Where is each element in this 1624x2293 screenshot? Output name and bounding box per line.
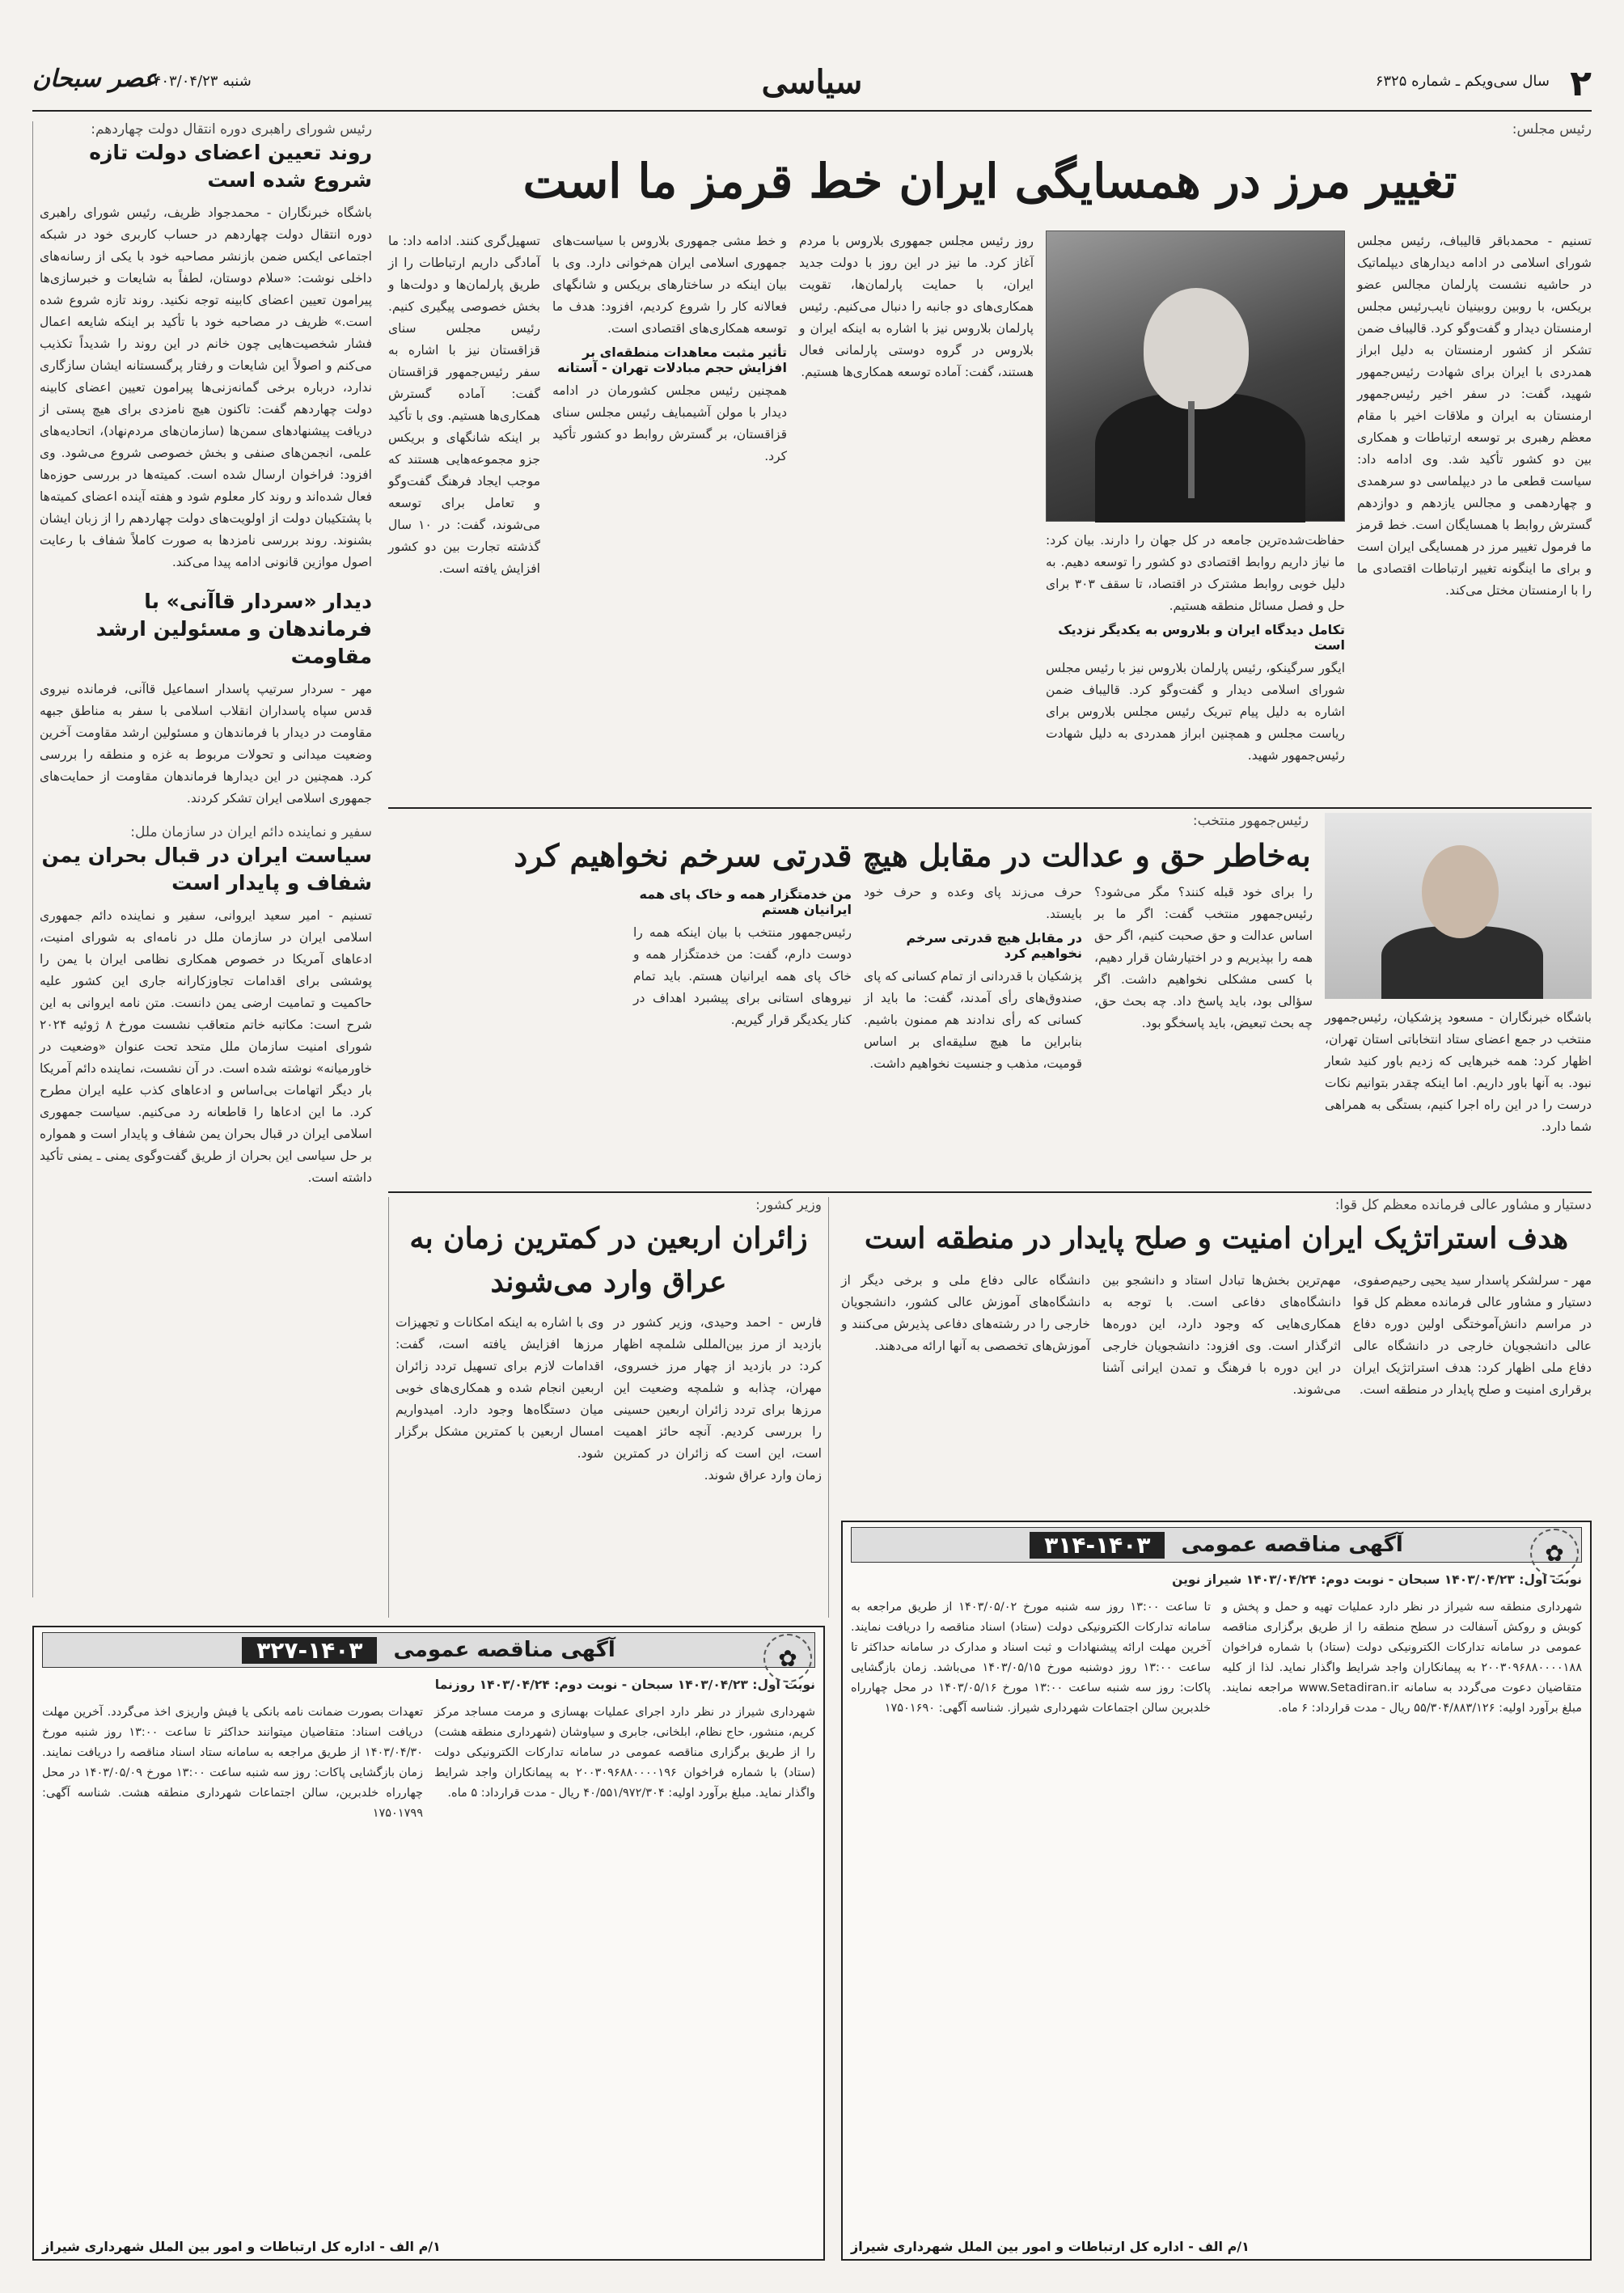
story-headline: زائران اربعین در کمترین زمان به عراق وارد می‌شوند xyxy=(409,1221,808,1299)
brief-text: مهر - سردار سرتیپ پاسدار اسماعیل قاآنی، فرمانده نیروی قدس سپاه پاسداران انقلاب اسلامی با سفر به مناطق جبهه مقاومت در دیدار با فرماندهان و مسئولین ارشد مقاومت آخرین وضعیت میدانی و تحولات مربوط به غزه و منطقه را بررسی کرد. همچنین در این دیدارها فرماندهان مقاومت از حمایت‌های جمهوری اسلامی ایران تشکر کردند. xyxy=(40,682,372,806)
brief-title: دیدار «سردار قاآنی» با فرماندهان و مسئولین ارشد مقاومت xyxy=(95,590,372,668)
story-kicker: رئیس‌جمهور منتخب: xyxy=(1192,813,1309,829)
brief-kicker: رئیس شورای راهبری دوره انتقال دولت چهاردهم: xyxy=(91,121,372,137)
ad-title: آگهی مناقصه عمومی xyxy=(1181,1533,1403,1557)
municipality-logo-icon: ✿ xyxy=(763,1634,812,1682)
brief-title: سیاست ایران در قبال بحران یمن شفاف و پایدار است xyxy=(41,844,372,895)
ad-number: ۳۱۴-۱۴۰۳ xyxy=(1030,1532,1165,1559)
story-headline: به‌خاطر حق و عدالت در مقابل هیچ قدرتی سرخم نخواهیم کرد xyxy=(514,837,1311,874)
brief-text: تسنیم - امیر سعید ایروانی، سفیر و نماینده دائم جمهوری اسلامی ایران در سازمان ملل در نامه‌ای به شورای امنیت، ادعاهای آمریکا در خصوص همکاری نظامی ایران با یمن را پوششی برای اقدامات تجاوزکارانه جاری این کشور علیه حاکمیت و تمامیت ارضی یمن دانست. متن نامه ایروانی به این شرح است: مکاتبه خاتم متعاقب نشست مورخ ۸ ژوئیه ۲۰۲۴ شورای امنیت سازمان ملل متحد تحت عنوان «وضعیت در خاورمیانه» نوشته شده است. در آن نشست، نماینده دائم آمریکا بار دیگر اتهامات بی‌اساس و ادعاهای کذب علیه ایران مطرح کرد. ما این ادعاها را قاطعانه رد می‌کنیم. سیاست جمهوری اسلامی ایران در قبال بحران یمن شفاف و پایدار است و همواره بر حل سیاسی این بحران از طریق گفت‌وگوی یمنی ـ یمنی تأکید داشته است. xyxy=(40,908,372,1185)
brief-kicker: سفیر و نماینده دائم ایران در سازمان ملل: xyxy=(130,824,372,840)
story-column: تسهیل‌گری کنند. ادامه داد: ما آمادگی داریم ارتباطات را از طریق پارلمان‌ها و دولت‌ها و بخش خصوصی پیگیری کنیم. رئیس مجلس سنای قزاقستان نیز با اشاره به سفر رئیس‌جمهور قزاقستان گفت: آماده گسترش همکاری‌ها هستیم. وی با تأکید بر اینکه شانگهای و بریکس جزو مجموعه‌هایی هستند که موجب ایجاد فرهنگ گفت‌وگو و تعامل برای توسعه می‌شوند، گفت: در ۱۰ سال گذشته تجارت بین دو کشور افزایش یافته است. xyxy=(388,234,540,576)
ad-title: آگهی مناقصه عمومی xyxy=(393,1638,615,1662)
tender-ad-327 xyxy=(32,1626,825,2261)
story-column-block xyxy=(633,882,852,1031)
story-column: روز رئیس مجلس جمهوری بلاروس با مردم آغاز کرد. ما نیز در این روز با دولت جدید ایران، با حمایت پارلمان‌ها، تقویت همکاری‌های دو جانبه را دنبال می‌کنیم. رئیس پارلمان بلاروس نیز با اشاره به اینکه ایران و بلاروس در گروه دوستی پارلمانی فعال هستند، گفت: آماده توسعه همکاری‌ها هستیم. xyxy=(799,234,1034,379)
story-column: حفاظت‌شده‌ترین جامعه در کل جهان را دارند. بیان کرد: ما نیاز داریم روابط اقتصادی دو کشور را توسعه دهیم. به دلیل خوبی روابط مشترک در اقتصاد، تا سقف ۳۰۳ برای حل و فصل مسائل منطقه هستیم. xyxy=(1046,533,1345,613)
ad-column: تا ساعت ۱۳:۰۰ روز سه شنبه مورخ ۱۴۰۳/۰۵/۰۲ از طریق مراجعه به سامانه تدارکات الکترونیکی دولت (ستاد) اسناد مناقصه را دریافت نمایند. آخرین مهلت ارائه پیشنهادات و ثبت اسناد و مدارک در سامانه حداکثر تا ساعت ۱۳:۰۰ روز دوشنبه مورخ ۱۴۰۳/۰۵/۱۵ می‌باشد. زمان بازگشایی پاکات: روز سه شنبه ساعت ۱۳:۰۰ مورخ ۱۴۰۳/۰۵/۱۶ در محل چهارراه خلدبرین سالن اجتماعات شهرداری شیراز. شناسه آگهی: ۱۷۵۰۱۶۹۰ xyxy=(851,1601,1212,1715)
top-story xyxy=(388,121,1592,809)
story-column: رئیس‌جمهور منتخب با بیان اینکه همه را دوست دارم، گفت: من خدمتگزار همه و خاک پای همه ایرانیان هستم. باید تمام نیروهای استانی برای پیشبرد اهداف در کنار یکدیگر قرار گیریم. xyxy=(633,925,852,1027)
president-elect-story xyxy=(388,813,1592,1193)
strategy-story xyxy=(841,1197,1592,1512)
newspaper-logo: عصر سبحان xyxy=(32,65,159,93)
story-column: پزشکیان با قدردانی از تمام کسانی که پای صندوق‌های رأی آمدند، گفت: ما باید از کسانی که رأی ندادند هم ممنون باشیم. بنابراین ما هیچ سلیقه‌ای بر اساس قومیت، مذهب و جنسیت نخواهیم داشت. xyxy=(864,969,1082,1071)
story-column: تسنیم - محمدباقر قالیباف، رئیس مجلس شورای اسلامی در ادامه دیدارهای دیپلماتیک در حاشیه نشست پارلمان مجالس عضو بریکس، با روبین روبینیان نایب‌رئیس مجلس ارمنستان دیدار و گفت‌وگو کرد. قالیباف ضمن تشکر از کشور ارمنستان به دلیل ابراز همدردی با ایران برای شهادت رئیس‌جمهور شهید، گفت: در سفر اخیر رئیس‌جمهور ارمنستان به ایران و ملاقات اخیر با مقام معظم رهبری بر توسعه ارتباطات و همکاری بین دو کشور تأکید شد. وی ادامه داد: سیاست قطعی ما در دیپلماسی دو سرهمدی و چهاردهمی و مجالس یازدهم و دوازدهم گسترش روابط با همسایگان است. خط قرمز ما فرمول تغییر مرز در همسایگی ایران است و برای ما اینگونه تغییر ارتباطات اقتصادی ما را با ارمنستان مختل می‌کند. xyxy=(1357,234,1592,598)
story-column: وی با اشاره به اینکه امکانات و تجهیزات مرزها افزایش یافته است، گفت: اقدامات لازم برای تسهیل تردد زائران اربعین انجام شده و همکاری‌های خوبی میان دستگاه‌ها وجود دارد. امیدواریم امسال اربعین با کمترین مشکل برگزار شود. xyxy=(395,1315,604,1461)
story-column: حرف می‌زند پای وعده و حرف خود بایستد. xyxy=(864,885,1082,921)
ad-column: شهرداری شیراز در نظر دارد اجرای عملیات بهسازی و مرمت مساجد مرکز کریم، منشور، حاج نظام، ابلخانی، جابری و سیاوشان (شهرداری منطقه هشت) را از طریق برگزاری مناقصه عمومی در سامانه تدارکات الکترونیکی دولت (ستاد) با شماره فراخوان ۲۰۰۳۰۹۶۸۸۰۰۰۰۱۹۶ به پیمانکاران واجد شرایط واگذار نماید. مبلغ برآورد اولیه: ۴۰/۵۵۱/۹۷۲/۳۰۴ ریال - مدت قرارداد: ۵ ماه. xyxy=(434,1706,816,1800)
story-subhead: تکامل دیدگاه ایران و بلاروس به یکدیگر نزدیک است xyxy=(1058,622,1345,653)
ad-number: ۳۲۷-۱۴۰۳ xyxy=(242,1637,377,1664)
left-news-column xyxy=(32,121,372,1597)
ad-header xyxy=(42,1632,815,1668)
story-column: مهر - سرلشکر پاسدار سید یحیی رحیم‌صفوی، دستیار و مشاور عالی فرمانده معظم کل قوا در مراسم دانش‌آموختگی اولین دوره دفاع عالی دانشجویان خارجی در دانشگاه عالی دفاع ملی اظهار کرد: هدف استراتژیک ایران برقراری امنیت و صلح پایدار در منطقه است. xyxy=(1353,1273,1592,1397)
story-photo xyxy=(1046,231,1345,522)
ad-column: شهرداری منطقه سه شیراز در نظر دارد عملیات تهیه و حمل و پخش و کوبش و روکش آسفالت در سطح منطقه را از طریق برگزاری مناقصه عمومی در سامانه تدارکات الکترونیکی دولت (ستاد) با شماره فراخوان ۲۰۰۳۰۹۶۸۸۰۰۰۰۱۸۸ به پیمانکاران واجد شرایط واگذار نماید. لذا از کلیه متقاضیان دعوت می‌گردد به سامانه www.Setadiran.ir مراجعه نمایند. مبلغ برآورد اولیه: ۵۵/۳۰۴/۸۸۳/۱۲۶ ریال - مدت قرارداد: ۶ ماه. xyxy=(1222,1601,1582,1715)
brief-title: روند تعیین اعضای دولت تازه شروع شده است xyxy=(89,141,372,192)
story-column: و خط مشی جمهوری بلاروس با سیاست‌های جمهوری اسلامی ایران هم‌خوانی دارد. وی با بیان اینکه در ساختارهای بریکس و شانگهای فعالانه کار را شروع کردیم، افزود: هدف ما توسعه همکاری‌های اقتصادی است. xyxy=(552,234,787,336)
section-title: سیاسی xyxy=(761,63,863,101)
story-subhead: تأثیر مثبت معاهدات منطقه‌ای بر افزایش حجم مبادلات تهران - آستانه xyxy=(557,345,787,375)
ad-header xyxy=(851,1527,1582,1563)
page-number: ۲ xyxy=(1570,63,1592,104)
brief-1 xyxy=(40,121,372,573)
story-kicker: رئیس مجلس: xyxy=(1512,121,1592,137)
story-column: را برای خود قبله کنند؟ مگر می‌شود؟ رئیس‌جمهور منتخب گفت: اگر ما بر اساس عدالت و حق صحبت کنیم، اگر حق همه را بپذیریم و در اختیارشان قرار دهیم، با کسی مشکلی نخواهیم داشت. اگر سؤالی بود، باید پاسخ داد. چه بحث حق، چه بحث تبعیض، باید پاسخگو بود. xyxy=(1094,885,1313,1030)
tender-ad-314 xyxy=(841,1521,1592,2261)
story-column: دانشگاه عالی دفاع ملی و برخی دیگر از دانشگاه‌های آموزش عالی کشور، دانشجویان خارجی را در رشته‌های دفاعی پذیرش می‌کنند و آموزش‌های تخصصی به آنها ارائه می‌دهند. xyxy=(841,1273,1090,1353)
ad-dates: نوبت اول: ۱۴۰۳/۰۴/۲۳ سبحان - نوبت دوم: ۱۴۰۳/۰۴/۲۴ روزنما xyxy=(434,1677,815,1692)
masthead xyxy=(32,63,1592,112)
ad-dates: نوبت اول: ۱۴۰۳/۰۴/۲۳ سبحان - نوبت دوم: ۱۴۰۳/۰۴/۲۴ شیراز نوین xyxy=(1172,1572,1582,1587)
story-lead: باشگاه خبرنگاران - مسعود پزشکیان، رئیس‌جمهور منتخب در جمع اعضای ستاد انتخاباتی استان تهران، اظهار کرد: همه خبرهایی که زدیم باور کنید شعار نبود. به آنها باور داریم. اما اینکه چقدر بتوانیم نکات درست را در این راه اجرا کنیم، بستگی به همراهی شما دارد. xyxy=(1325,1010,1592,1134)
story-kicker: وزیر کشور: xyxy=(755,1197,822,1213)
story-kicker: دستیار و مشاور عالی فرمانده معظم کل قوا: xyxy=(1334,1197,1592,1213)
story-photo xyxy=(1325,813,1592,999)
story-column-block xyxy=(1046,530,1345,767)
ad-footer: ۱/م الف - اداره کل ارتباطات و امور بین الملل شهرداری شیراز xyxy=(42,2239,441,2254)
issue-number: سال سی‌ویکم ـ شماره ۶۳۲۵ xyxy=(1375,73,1550,90)
story-subhead: در مقابل هیچ قدرتی سرخم نخواهیم کرد xyxy=(906,930,1082,961)
story-columns xyxy=(395,1312,822,1487)
story-column: مهم‌ترین بخش‌ها تبادل استاد و دانشجو بین دانشگاه‌های دفاعی است. با توجه به همکاری‌هایی که وجود دارد، این دوره‌ها اثرگذار است. وی افزود: دانشجویان خارجی در این دوره با فرهنگ و تمدن ایرانی آشنا می‌شوند. xyxy=(1102,1273,1341,1397)
brief-3 xyxy=(40,824,372,1189)
story-headline: تغییر مرز در همسایگی ایران خط قرمز ما است xyxy=(522,154,1457,209)
municipality-logo-icon: ✿ xyxy=(1530,1529,1579,1577)
story-column: ایگور سرگینکو، رئیس پارلمان بلاروس نیز با رئیس مجلس شورای اسلامی دیدار و گفت‌وگو کرد. قالیباف ضمن اشاره به دلیل پیام تبریک رئیس مجلس بلاروس برای ریاست مجلس و همچنین ابراز همدردی به دلیل شهادت رئیس‌جمهور شهید. xyxy=(1046,661,1345,763)
ad-body xyxy=(42,1703,815,1824)
ad-footer: ۱/م الف - اداره کل ارتباطات و امور بین الملل شهرداری شیراز xyxy=(851,2239,1250,2254)
story-column-block xyxy=(552,231,787,467)
issue-date: شنبه ۱۴۰۳/۰۴/۲۳ xyxy=(146,73,252,90)
story-subhead: من خدمتگزار همه و خاک پای همه ایرانیان هستم xyxy=(639,886,852,917)
ad-column: تعهدات بصورت ضمانت نامه بانکی یا فیش واریزی اخذ می‌گردد. آخرین مهلت دریافت اسناد: متقاضیان میتوانند حداکثر تا ساعت ۱۳:۰۰ روز شنبه مورخ ۱۴۰۳/۰۴/۳۰ از طریق مراجعه به سامانه ستاد اسناد مناقصه را دریافت نمایند. زمان بازگشایی پاکات: روز سه شنبه ساعت ۱۳:۰۰ مورخ ۱۴۰۳/۰۵/۰۹ در محل چهارراه خلدبرین، سالن اجتماعات شهرداری منطقه هشت. شناسه آگهی: ۱۷۵۰۱۷۹۹ xyxy=(42,1706,423,1820)
story-column: همچنین رئیس مجلس کشورمان در ادامه دیدار با مولن آشیمبایف رئیس مجلس سنای قزاقستان، بر گسترش روابط دو کشور تأکید کرد. xyxy=(552,383,787,463)
story-headline: هدف استراتژیک ایران امنیت و صلح پایدار در منطقه است xyxy=(864,1221,1569,1255)
arbaeen-story xyxy=(388,1197,829,1618)
story-column-block xyxy=(864,882,1082,1075)
story-column: فارس - احمد وحیدی، وزیر کشور در بازدید از مرز بین‌المللی شلمچه اظهار کرد: در بازدید از چهار مرز خسروی، مهران، چذابه و شلمچه وضعیت این مرزها برای تردد زائران اربعین حسینی را بررسی کردیم. آنچه حائز اهمیت است، این است که زائران در کمترین زمان وارد عراق شوند. xyxy=(613,1315,822,1483)
brief-2 xyxy=(40,588,372,810)
ad-body xyxy=(851,1597,1582,1719)
brief-text: باشگاه خبرنگاران - محمدجواد ظریف، رئیس شورای راهبری دوره انتقال دولت چهاردهم در حساب کاربری خود در شبکه اجتماعی ایکس ضمن بازنشر مصاحبه خود با یکی از رسانه‌های داخلی نوشت: «سلام دوستان، لطفاً به شایعات و خبرسازی‌ها پیرامون تعیین اعضای کابینه توجه نکنید. روند تازه شروع شده است.» ظریف در مصاحبه خود با تأکید بر اینکه شایعه اعمال فشار شخصیت‌هایی چون خانم در این روند را شدیداً تکذیب می‌کنم و اصولاً این شایعات و رفتار پرگسستانه ایشان سازگاری ندارد، درباره برخی گمانه‌زنی‌ها پیرامون تعیین اعضای کابینه دولت چهاردهم گفت: تاکنون هیچ نامزدی برای هیچ پستی از دریافت پیشنهادهای سمن‌ها (سازمان‌های مردم‌نهاد)، اتحادیه‌های علمی، انجمن‌های صنفی و بخش خصوصی شروع می‌شود. وی افزود: فراخوان ارسال شده است. کمیته‌ها در بررسی حوزه‌ها فعال شده‌اند و روند کار معلوم شود و هفته آینده اعضای کمیته‌ها با پشتکیبان دولت از اولویت‌های دولت چهاردهم را از زبان ایشان بشنوند. روند بررسی نامزدها به صورت کاملاً شفاف با رعایت اصول موازین قانونی ادامه پیدا می‌کند. xyxy=(40,205,372,569)
